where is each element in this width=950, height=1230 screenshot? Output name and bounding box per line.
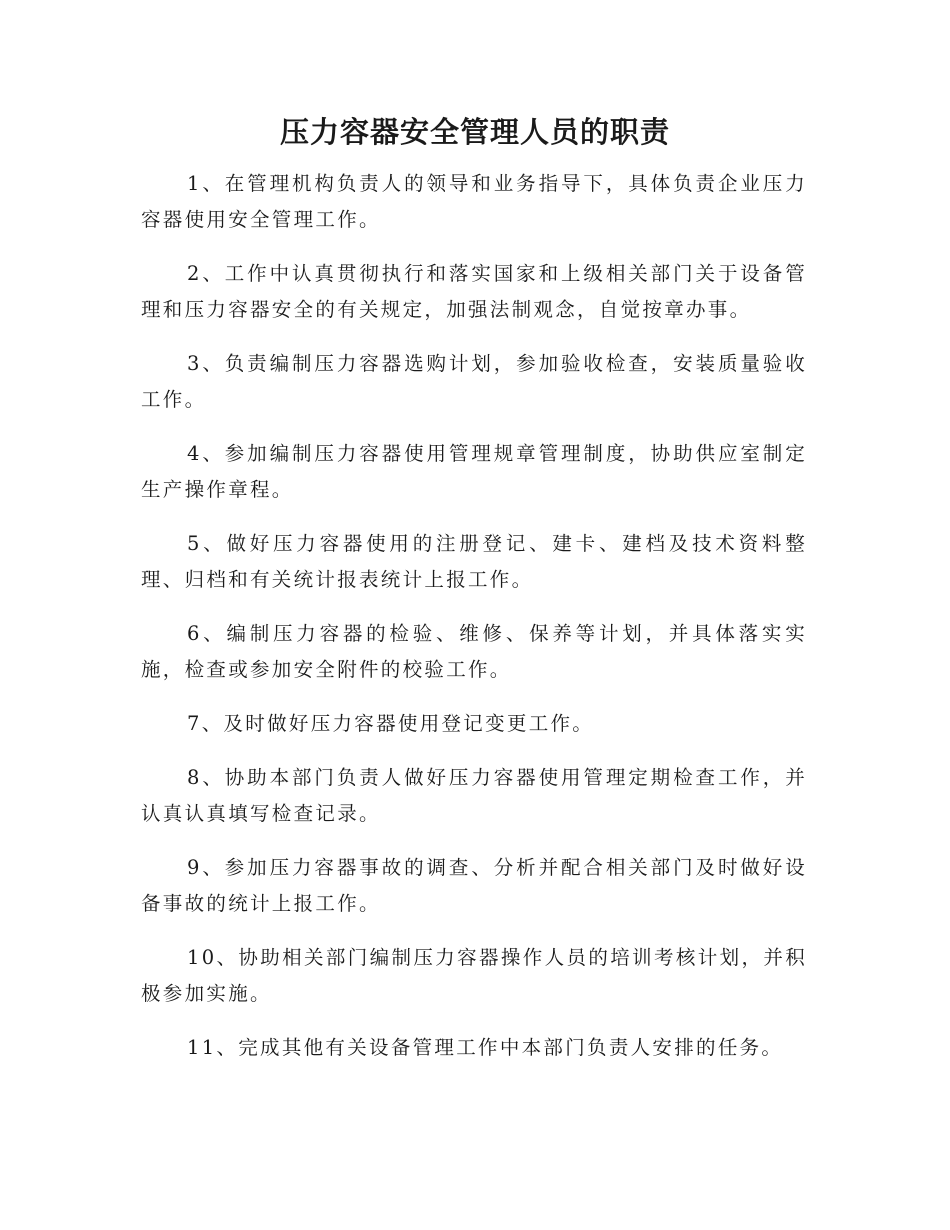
duty-paragraph-9: 9、参加压力容器事故的调查、分析并配合相关部门及时做好设备事故的统计上报工作。	[141, 856, 807, 915]
duty-paragraph-10: 10、协助相关部门编制压力容器操作人员的培训考核计划，并积极参加实施。	[141, 946, 807, 1005]
duty-paragraph-1: 1、在管理机构负责人的领导和业务指导下，具体负责企业压力容器使用安全管理工作。	[141, 172, 807, 231]
duty-paragraph-2: 2、工作中认真贯彻执行和落实国家和上级相关部门关于设备管理和压力容器安全的有关规定，加强法制观念，自觉按章办事。	[141, 262, 807, 321]
duty-paragraph-5: 5、做好压力容器使用的注册登记、建卡、建档及技术资料整理、归档和有关统计报表统计上报工作。	[141, 532, 807, 591]
document-body	[141, 166, 807, 1084]
duty-paragraph-6: 6、编制压力容器的检验、维修、保养等计划，并具体落实实施，检查或参加安全附件的校验工作。	[141, 622, 807, 681]
duty-paragraph-8: 8、协助本部门负责人做好压力容器使用管理定期检查工作，并认真认真填写检查记录。	[141, 766, 807, 825]
duty-paragraph-4: 4、参加编制压力容器使用管理规章管理制度，协助供应室制定生产操作章程。	[141, 442, 807, 501]
duty-paragraph-7: 7、及时做好压力容器使用登记变更工作。	[187, 712, 595, 735]
duty-paragraph-3: 3、负责编制压力容器选购计划，参加验收检查，安装质量验收工作。	[141, 352, 807, 411]
document-title: 压力容器安全管理人员的职责	[279, 115, 670, 149]
duty-paragraph-11: 11、完成其他有关设备管理工作中本部门负责人安排的任务。	[187, 1036, 784, 1059]
